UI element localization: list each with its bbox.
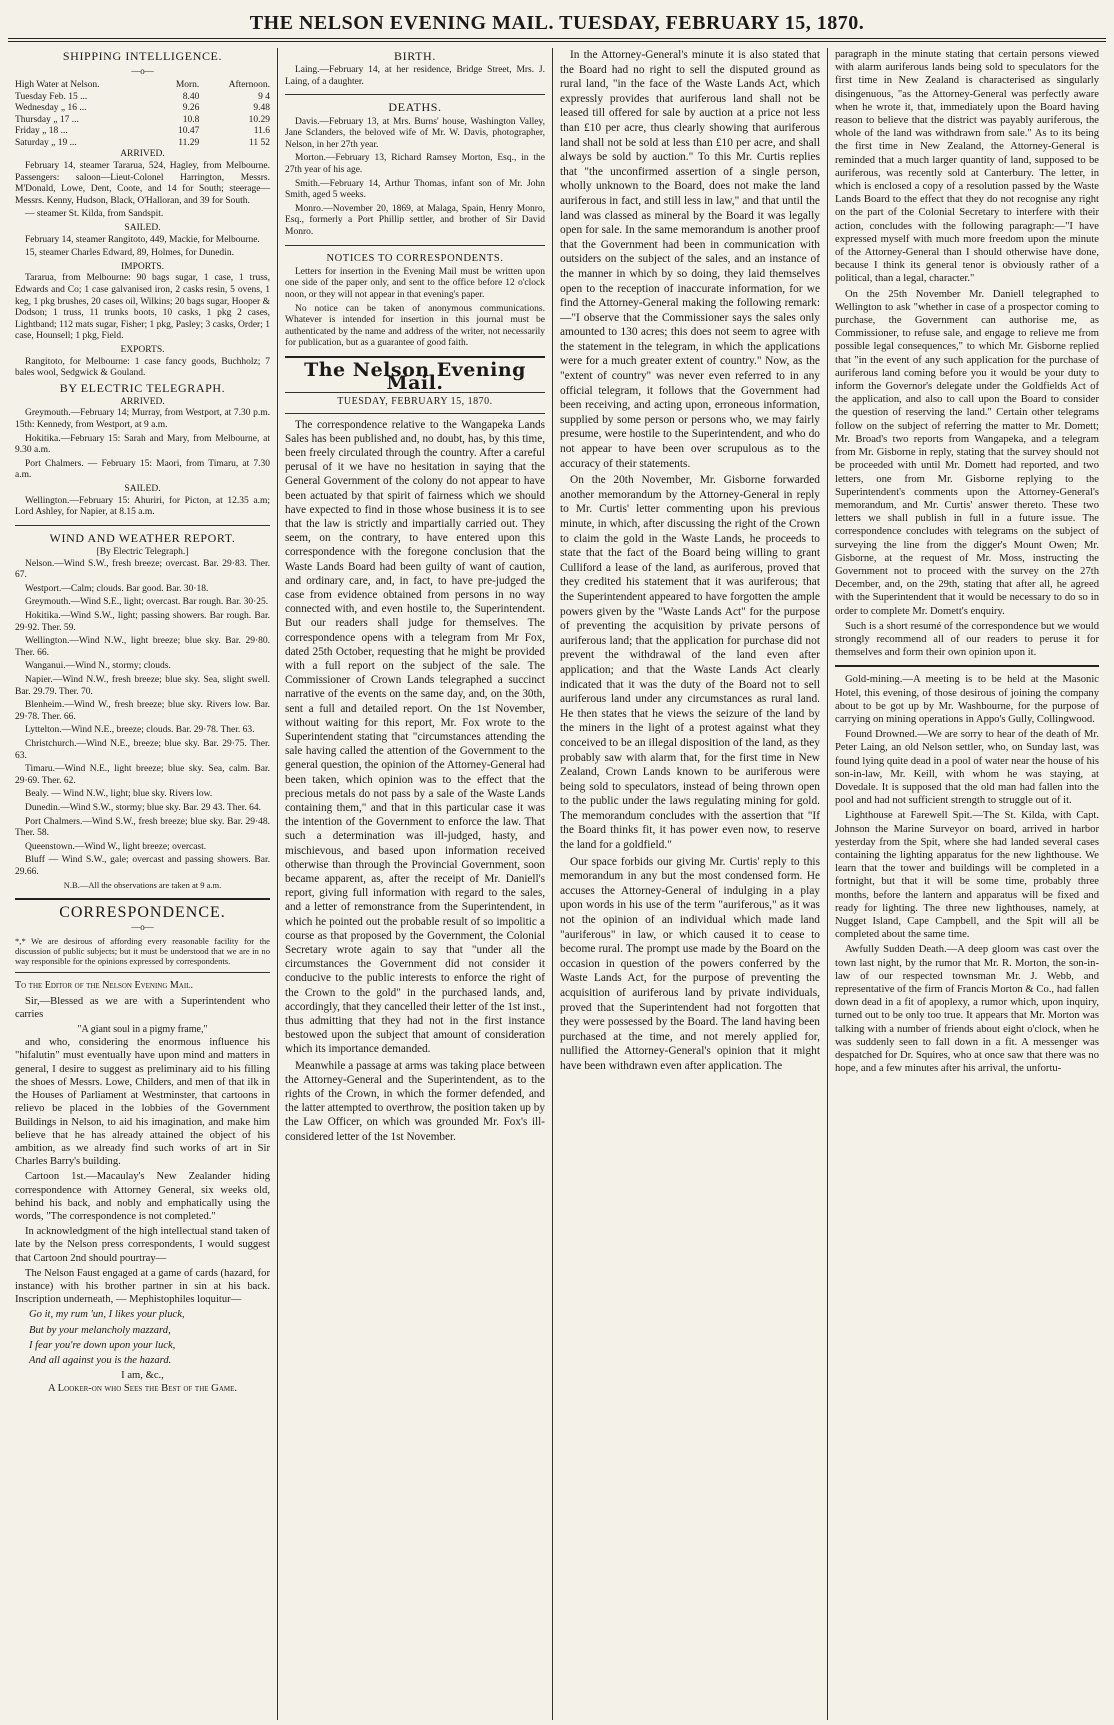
tide-morn: 10.8 xyxy=(182,114,200,125)
local-news-item: Found Drowned.—We are sorry to hear of the death of Mr. Peter Laing, an old Nelson settler, who, on Sunday last, was found lying quite dead in a pool of water near the house of his son-in-law, Mr. Keill, with whom he was staying, at Dovedale. It is supposed that the old man had fallen into the pool and had not sufficient strength to struggle out of it. xyxy=(835,729,1099,807)
editorial-para: Meanwhile a passage at arms was taking place between the Attorney-General and the Superintendent, as to the rights of the Crown, in which the former defended, and the latter attempted to overthrow, the position taken up by the Law Officer, on which was grounded Mr. Fox's ill-considered letter of the 1st November. xyxy=(285,1059,545,1143)
weather-item: Bealy. — Wind N.W., light; blue sky. Rivers low. xyxy=(25,789,213,800)
notice-item: No notice can be taken of anonymous communications. Whatever is intended for insertion in this journal must be authenticated by the name and address of the writer, not necessarily for publication, but as a guarantee of good faith. xyxy=(285,303,545,349)
arrived-entry: February 14, steamer Tararua, 524, Hagley, from Melbourne. Passengers: saloon—Lieut-Colonel Harrington, Messrs. M'Donald, Lowe, Dent, Coote, and 14 for South; steerage—Messrs. Kenny, Hudson, Black, O'Halloran, and 39 for South. xyxy=(15,161,270,206)
tide-day: Friday „ 18 ... xyxy=(15,126,68,137)
correspondence-to: To the Editor of the Nelson Evening Mail. xyxy=(15,980,193,992)
tides-row xyxy=(15,115,270,127)
editorial-para: Our space forbids our giving Mr. Curtis' reply to this memorandum in any but the most condensed form. He accuses the Attorney-General of indulging in a play upon words in his use of the term "auriferous," as it was not the opinion of an individual which made land "auriferous" in law, or which caused it to cease to become rural. The prompt use made by the Board on the occasion in question of the powers conferred by the Waste Lands Act, for the purpose of preventing the acquisition of auriferous land by private individuals, proved that the Superintendent had not forgotten that they were possessed by the Board. The land having been purchased at the time, and not merely applied for, nullified the Attorney-General's opinion that it might have been withdrawn even after application. The xyxy=(560,855,820,1072)
section-rule xyxy=(15,898,270,900)
tide-morn: 11.29 xyxy=(178,137,200,148)
verse-line: And all against you is the hazard. xyxy=(29,1354,172,1366)
letter-para: The Nelson Faust engaged at a game of cards (hazard, for instance) with his brother partner in sin at his back. Inscription underneath, — Mephistophiles loquitur— xyxy=(15,1267,270,1306)
tide-morn: 9.26 xyxy=(182,103,200,114)
letter-para: and who, considering the enormous influence his "hifalutin" must eventually have upon mind and matters in general, I desire to suggest as preliminary aid to his filling the shoes of Messrs. Lowe, Childers, and men of that ilk in the Houses of Parliament at Westminster, that cartoons in relievo be placed in the lobbies of the Government Buildings in Nelson, to aid his imagination, and make him believe that he has already attained the object of his ambition, as we already find such works of art in Sir Charles Barry's building. xyxy=(15,1037,270,1168)
weather-item: Christchurch.—Wind N.E., breeze; blue sky. Bar. 29·75. Ther. 63. xyxy=(15,738,270,761)
column-1 xyxy=(8,48,278,1720)
weather-item: Westport.—Calm; clouds. Bar good. Bar. 30·18. xyxy=(25,583,209,594)
dateline-rule xyxy=(285,413,545,414)
weather-item: Hokitika.—Wind S.W., light; passing showers. Bar rough. Bar. 29·92. Ther. 59. xyxy=(15,611,270,633)
weather-item: Wellington.—Wind N.W., light breeze; blue sky. Bar. 29·80. Ther. 66. xyxy=(15,636,270,658)
tides-header-row xyxy=(15,80,270,92)
weather-item: Napier.—Wind N.W., fresh breeze; blue sky. Sea, slight swell. Bar. 29.79. Ther. 70. xyxy=(15,674,270,697)
local-news-item: Lighthouse at Farewell Spit.—The St. Kilda, with Capt. Johnson the Marine Surveyor on board, arrived in harbor yesterday from the Spit, where she had landed several cases containing the lighting apparatus for the new lighthouse. We learn that the tower and buildings will be completed in a fortnight, but that it will be some time, probably three months, before the lantern and apparatus will be fixed and ready for lighting. The three new lighthouses, namely, at Nugget Island, Cape Campbell, and the Spit will all be completed about the same time. xyxy=(835,810,1099,941)
death-notice: Smith.—February 14, Arthur Thomas, infant son of Mr. John Smith, aged 5 weeks. xyxy=(285,178,545,201)
tide-afternoon: 9.48 xyxy=(253,103,270,114)
weather-item: Wanganui.—Wind N., stormy; clouds. xyxy=(25,661,171,672)
tide-morn: 8.40 xyxy=(182,91,200,102)
tide-day: Thursday „ 17 ... xyxy=(15,114,79,125)
letter-para: Cartoon 1st.—Macaulay's New Zealander hiding correspondence with Attorney General, six weeks old, behind his back, and nobly and emphatically using the words, "The correspondence is not completed." xyxy=(15,1171,270,1222)
local-news-item: Awfully Sudden Death.—A deep gloom was cast over the town last night, by the rumor that Mr. R. Morton, the son-in-law of our respected townsman Mr. J. Webb, and representative of the firm of Francis Morton & Co., had fallen down dead in a fit of apoplexy, a rumor which, upon inquiry, turned out to be only too true. It appears that Mr. Morton was talking with a number of friends about eight o'clock, when he was suddenly seen to fall down in a fit. A messenger was despatched for Dr. Squires, who at once saw that there was no hope, and a few minutes after his arrival, the unfortu- xyxy=(835,944,1099,1075)
tide-day: Tuesday Feb. 15 ... xyxy=(15,91,88,102)
tides-row xyxy=(15,92,270,104)
weather-item: Greymouth.—Wind S.E., light; overcast. Bar rough. Bar. 30·25. xyxy=(25,597,269,608)
weather-item: Timaru.—Wind N.E., light breeze; blue sky. Sea, calm. Bar. 29·69. Ther. 62. xyxy=(15,764,270,786)
shipping-title: SHIPPING INTELLIGENCE. xyxy=(62,49,223,63)
tide-afternoon: 11.6 xyxy=(253,126,270,137)
tides-header-morn: Morn. xyxy=(175,80,200,91)
telegraph-arrived-entry: Hokitika.—February 15: Sarah and Mary, from Melbourne, at 9.30 a.m. xyxy=(15,433,270,456)
section-rule xyxy=(285,245,545,246)
telegraph-arrived-heading: ARRIVED. xyxy=(120,396,165,407)
section-rule xyxy=(285,356,545,358)
weather-item: Bluff — Wind S.W., gale; overcast and passing showers. Bar. 29.66. xyxy=(15,855,270,877)
arrived-heading: ARRIVED. xyxy=(120,149,165,160)
exports-heading: EXPORTS. xyxy=(120,344,165,355)
tides-table xyxy=(15,80,270,149)
section-rule xyxy=(15,972,270,973)
sailed-entry: 15, steamer Charles Edward, 89, Holmes, for Dunedin. xyxy=(25,248,234,259)
column-4 xyxy=(828,48,1106,1720)
section-rule xyxy=(835,665,1099,667)
telegraph-arrived-entry: Port Chalmers. — February 15: Maori, from Timaru, at 7.30 a.m. xyxy=(15,458,270,481)
verse-line: I fear you're down upon your luck, xyxy=(29,1339,176,1351)
editorial-para: In the Attorney-General's minute it is also stated that the Board had no right to sell the disputed ground as rural land, "in the face of the Waste Lands Act, which expressly provides that auriferous land shall not be leased till offered for sale by auction at a price not less than £10 per acre, thus clearly showing that auriferous land shall not be sold at less than £10 per acre, and shall always be sold by auction." To this Mr. Curtis replies that "the unconfirmed assertion of a single person, wholly unknown to the Board, does not make the land auriferous in fact, and still less in law," and that until the land was classed as mineral by the Board it was legally open for sale. In the same memorandum is another proof that the Government had been in communication with outsiders on the subject of the sales, and an instance of the manner in which by so doing, they laid themselves open to the reception of inaccurate information, for we find the Attorney-General making the following remark:—"I observe that the Commissioner says the sales only amounted to 130 acres; this does not seem to agree with the statement in the telegram, in which the applications were for a much greater extent of country." Now, as the "extent of country" was never even referred to in any official telegram, it follows that the Government had been receiving, and acting upon, erroneous information, supplied by some person or persons who, we may fairly presume, were hostile to the Superintendent, and who do not appear to have been over scrupulous as to the accuracy of their statements. xyxy=(560,49,820,470)
arrived-entry: — steamer St. Kilda, from Sandspit. xyxy=(25,209,164,220)
ornament-rule: —o— xyxy=(131,922,154,933)
letter-quote: "A giant soul in a pigmy frame," xyxy=(77,1024,208,1036)
notices-title: NOTICES TO CORRESPONDENTS. xyxy=(326,252,504,264)
section-rule xyxy=(15,525,270,526)
tide-morn: 10.47 xyxy=(177,126,200,137)
nameplate: The Nelson Evening Mail. xyxy=(304,358,526,395)
weather-item: Nelson.—Wind S.W., fresh breeze; overcast. Bar. 29·83. Ther. 67. xyxy=(15,558,270,581)
local-news-item: Gold-mining.—A meeting is to be held at the Masonic Hotel, this evening, of those desirous of joining the company about to be got up by Mr. Washbourne, for the purpose of carrying on mining operations in Appo's Gully, Collingwood. xyxy=(835,674,1099,725)
tides-row xyxy=(15,103,270,115)
telegraph-sailed-entry: Wellington.—February 15: Ahuriri, for Picton, at 12.35 a.m; Lord Ashley, for Napier, at 8.15 a.m. xyxy=(15,495,270,518)
tide-day: Saturday „ 19 ... xyxy=(15,137,77,148)
weather-item: Port Chalmers.—Wind S.W., fresh breeze; blue sky. Bar. 29·48. Ther. 58. xyxy=(15,816,270,839)
deaths-title: DEATHS. xyxy=(388,100,442,115)
editorial-para: On the 20th November, Mr. Gisborne forwarded another memorandum by the Attorney-General in reply to Mr. Curtis' letter commenting upon his previous minute, in which, after discussing the right of the Crown to claim the gold in the Waste Lands, he proceeds to state that the fact of the Board being willing to grant Culliford a lease of the land, as auriferous, proved that they credited his statement that it was auriferous; that the Superintendent appeared to have forgotten the ample powers given by the "Waste Lands Act" for the purpose of preventing the acquisition by private persons of auriferous land; that the application for purchase did not prevent the withdrawal of the land even after application; and that the Waste Lands Act clearly indicated that it was the duty of the Board not to sell auriferous land under any circumstances as rural land. He then states that he views the seizure of the land by the miners in the light of a protest against what they conceived to be an illegal disposition of the land, as they probably saw with alarm that, for the first time in New Zealand, Crown Lands known to be auriferous were being sold to speculators, instead of being thrown open to the public under the laws regulating mining for gold. The memorandum concludes with the assertion that "If the Board thinks fit, it has power even now, to reserve the land for a goldfield." xyxy=(560,474,820,852)
birth-notice: Laing.—February 14, at her residence, Bridge Street, Mrs. J. Laing, of a daughter. xyxy=(285,65,545,87)
masthead: THE NELSON EVENING MAIL. TUESDAY, FEBRUARY 15, 1870. xyxy=(249,12,865,34)
weather-note: N.B.—All the observations are taken at 9 a.m. xyxy=(63,880,222,891)
editorial-para: paragraph in the minute stating that certain persons viewed with alarm auriferous lands being sold to speculators for the first time in New Zealand is characterised as singularly disingenuous, "as the Attorney-General was perfectly aware when he wrote it, that, immediately upon the Board having reason to believe that the district was payably auriferous, the whole of the land was withdrawn from sale." As to its being the first time in New Zealand, the Attorney-General is reminded that a much larger quantity of land, supposed to be auriferous, was recently sold at Canterbury. The letter, in which is enclosed a copy of a resolution passed by the Waste Lands Board to the effect that they do not recognise any right on the part of the Colonial Secretary to interfere with their action, concludes with the following paragraph:—"I have expressed myself with much more freedom upon the minute of the Attorney-General than I should otherwise have done, because I think its general tenor is obviously rather of a political, than a legal, character." xyxy=(835,49,1099,285)
weather-list xyxy=(15,559,270,892)
correspondence-disclaimer: *,* We are desirous of affording every reasonable facility for the discussion of public subjects; but it must be understood that we are in no way responsible for the opinions expressed by correspondents. xyxy=(15,936,270,967)
ornament-rule: —o— xyxy=(131,66,154,77)
weather-item: Queenstown.—Wind W., light breeze; overcast. xyxy=(25,841,207,852)
editorial-dateline: TUESDAY, FEBRUARY 15, 1870. xyxy=(337,396,493,408)
imports-text: Tararua, from Melbourne: 90 bags sugar, 1 case, 1 truss, Edwards and Co; 1 case galvanised iron, 2 casks resin, 5 ovens, 1 keg, 1 pkg brushes, 20 cases oil, Wilkins; 20 bags sugar, Hooper & Dodson; 1 truss, 11 trunks boots, 10 casks, 1 pkg 2 cases, Lightband; 112 mats sugar, Fisher; 1 pkg, Pasley; 3 casks, Order; 1 case, Hounsell; 1 pkg, Field. xyxy=(15,273,270,342)
tide-afternoon: 9 4 xyxy=(258,91,270,102)
tides-row xyxy=(15,126,270,138)
sailed-entry: February 14, steamer Rangitoto, 449, Mackie, for Melbourne. xyxy=(25,234,260,245)
editorial-para: On the 25th November Mr. Daniell telegraphed to Wellington to ask "whether in case of a prospector coming to purchase, the Government can authorise me, as Commissioner, to refuse sale, and engage to relieve me from possible legal consequences," to which Mr. Gisborne replied that "in the event of any such application for the purchase of auriferous land coming before you it would be your duty to inform the Governor's delegate under the Goldfields Act of the application, and also to call upon the Board to consider the question of reserving the land." Certain other telegrams follow on the subject of referring the matter to Mr. Domett; Mr. Broad's two reports from Wangapeka, and a telegram from Mr. Gisborne in reply, stating that the survey should not be proceeded with until Mr. Domett had reported, and two letters, one from Mr. Gisborne replying to the Superintendent's comments upon the Attorney-General's memorandum, and Mr. Curtis' answer thereto. These two letters we shall publish in full in a future issue. The correspondence concludes with telegrams on the subject of surveying the line from the digger's Mount Owen; Mr. Gisborne, at the request of Mr. Moss, instructing the Government not to proceed with the survey on the 27th December, and, on the 29th, stating that after all, he agreed with the Superintendent that it would be necessary to do so in order to complete Mr. Domett's enquiry. xyxy=(835,288,1099,617)
tides-row xyxy=(15,138,270,150)
letter-signature: A Looker-on who Sees the Best of the Game. xyxy=(47,1383,238,1395)
masthead-rule xyxy=(8,38,1106,42)
section-rule xyxy=(285,94,545,95)
columns xyxy=(8,48,1106,1720)
letter-close: I am, &c., xyxy=(121,1370,164,1382)
weather-item: Blenheim.—Wind W., fresh breeze; blue sky. Rivers low. Bar. 29·78. Ther. 66. xyxy=(15,700,270,722)
weather-item: Lyttelton.—Wind N.E., breeze; clouds. Bar. 29·78. Ther. 63. xyxy=(25,725,255,736)
verse-line: But by your melancholy mazzard, xyxy=(29,1324,171,1336)
telegraph-title: BY ELECTRIC TELEGRAPH. xyxy=(59,380,226,395)
tide-afternoon: 11 52 xyxy=(248,137,270,148)
weather-subtitle: [By Electric Telegraph.] xyxy=(96,547,189,558)
weather-item: Dunedin.—Wind S.W., stormy; blue sky. Bar. 29 43. Ther. 64. xyxy=(25,802,261,813)
notice-item: Letters for insertion in the Evening Mail must be written upon one side of the paper only, and sent to the office before 12 o'clock noon, or they will not appear in that evening's paper. xyxy=(285,266,545,300)
birth-title: BIRTH. xyxy=(394,49,436,63)
sailed-heading: SAILED. xyxy=(124,222,161,233)
death-notice: Monro.—November 20, 1869, at Malaga, Spain, Henry Monro, Esq., formerly a Port Phillip settler, and brother of Sir David Monro. xyxy=(285,203,545,237)
tide-afternoon: 10.29 xyxy=(248,114,270,125)
column-3 xyxy=(553,48,828,1720)
tides-header-afternoon: Afternoon. xyxy=(228,80,270,91)
imports-heading: IMPORTS. xyxy=(121,261,164,272)
tides-header-label: High Water at Nelson. xyxy=(15,80,100,91)
death-notice: Davis.—February 13, at Mrs. Burns' house, Washington Valley, Jane Sclanders, the beloved wife of Mr. W. Davis, photographer, Nelson, in her 27th year. xyxy=(285,116,545,150)
verse-line: Go it, my rum 'un, I likes your pluck, xyxy=(29,1309,185,1321)
column-2 xyxy=(278,48,553,1720)
telegraph-arrived-entry: Greymouth.—February 14; Murray, from Westport, at 7.30 p.m. 15th: Kennedy, from Westport, at 9 a.m. xyxy=(15,408,270,431)
weather-title: WIND AND WEATHER REPORT. xyxy=(49,530,236,545)
editorial-para: The correspondence relative to the Wangapeka Lands Sales has been published and, no doubt, has, by this time, been freely circulated through the country. After a careful perusal of it we have no hesitation in saying that the General Government of the colony do not appear to have been actuated by that spirit of fairness which we should have expected to find in those whose business it is to see that the law is strictly and impartially carried out. They seem, on the contrary, to have entered upon this correspondence with the foregone conclusion that the Waste Lands Board had been guilty of want of caution, and ordinary care, and, in fact, to have pre-judged the case from evidence obtained from persons in no way connected with, and even hostile to, the Superintendent. But our readers shall judge for themselves. The correspondence opens with a telegram from Mr Fox, dated 25th October, requesting that he might be provided with a full report on the subject of the sale. The Commissioner of Crown Lands telegraphed a succinct narrative of the events on the same day, and, on the 30th, sent a full and detailed report. On the 1st November, without waiting for this report, Mr. Fox wrote to the Superintendent stating that "circumstances attending the sale having called the attention of the Government to the general question, the opinion of the Attorney-General had been taken, which opinion was to the effect that the precious metals do not pass by a sale of the Waste Lands containing them," and that in this particular case it was the intention of the Government to enforce the law. That such a determination was ill-judged, hasty, and mischievous, and based upon information received otherwise than through the Provincial Government, soon became apparent, as, after the receipt of Mr. Daniell's report, giving full information with regard to the sales, and a letter of remonstrance from the Superintendent, in which he pointed out the probable result of so impolitic a course as that proposed by the Government, the Colonial Secretary wrote again to say that "under all the circumstances the Government did not consider it conducive to the public interests to enforce the right of the Crown to the gold" in the purchased lands, and, accordingly, that they cancelled their letter of the 1st inst., thus admitting that they had not in the first instance bestowed upon the subject that amount of consideration which its importance demanded. xyxy=(285,418,545,1056)
tide-day: Wednesday „ 16 ... xyxy=(15,103,87,114)
telegraph-sailed-heading: SAILED. xyxy=(124,484,161,495)
death-notice: Morton.—February 13, Richard Ramsey Morton, Esq., in the 27th year of his age. xyxy=(285,153,545,175)
letter-para: In acknowledgment of the high intellectual stand taken of late by the Nelson press correspondents, I would suggest that Cartoon 2nd should pourtray— xyxy=(15,1226,270,1264)
exports-text: Rangitoto, for Melbourne: 1 case fancy goods, Buchholz; 7 bales wool, Sedgwick & Gouland. xyxy=(15,356,270,379)
correspondence-title: CORRESPONDENCE. xyxy=(59,904,226,922)
editorial-para: Such is a short resumé of the correspondence but we would strongly recommend all of our readers to peruse it for themselves and form their own opinion upon it. xyxy=(835,620,1099,659)
letter-para: Sir,—Blessed as we are with a Superintendent who carries xyxy=(15,995,270,1020)
